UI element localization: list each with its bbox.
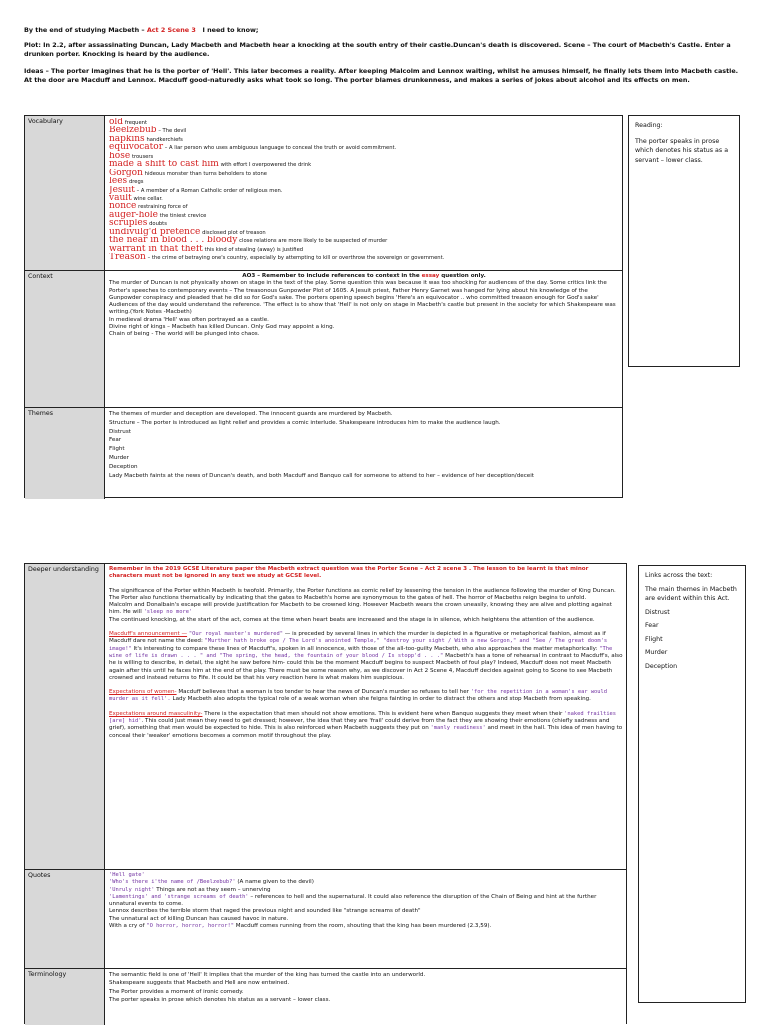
women-quote: 'for the repetition in a woman's ear would murder as it fell'. xyxy=(109,689,608,703)
macduff-quote: "The wine of life is drawn . . . " and "The spring, the head, the fountain of your blood / Is stopp'd . . ." xyxy=(109,645,613,659)
theme-item: Deception xyxy=(109,463,138,470)
table-1 xyxy=(24,115,623,498)
vocabulary-definition: the tiniest crevice xyxy=(159,212,207,219)
context-line: Chain of being - The world will be plunged into chaos. xyxy=(109,331,260,338)
vocabulary-word: napkins xyxy=(109,134,145,144)
reading-title: Reading: xyxy=(635,122,663,129)
vocabulary-word: old xyxy=(109,118,124,127)
context-para: The murder of Duncan is not physically shown on stage in the text of the play. Some question this was because it was too shocking for audiences of the day. Some critics link the Porter's speeches to contemporary events – The treasonous Gunpowder Plot of 1605. A Jesuit priest, Father Henry Garnet was hanged for lying about his knowledge of the Gunpowder conspiracy and pleaded that he did so for God's sake. The porters opening speech begins 'Here's an equivocator .. who committed treason enough for God's sake' Audiences of the day would understand the reference. 'The effect is to show that 'Hell' is not only on stage in Macbeth's castle but present in the society for which Shakespeare was writing.(York Notes -Macbeth) xyxy=(109,280,616,316)
women-text: Macduff believes that a woman is too tender to hear the news of Duncan's murder so refuses to tell her xyxy=(178,689,469,696)
macduff-heading: Macduff's announcement — xyxy=(109,631,188,638)
context-line: In medieval drama 'Hell' was often portrayed as a castle. xyxy=(109,316,269,323)
vocabulary-definition: – A member of a Roman Catholic order of religious men. xyxy=(136,187,283,194)
theme-item: Fear xyxy=(109,437,122,444)
context-heading xyxy=(109,273,619,280)
vocabulary-item xyxy=(109,219,619,227)
quote-line xyxy=(109,879,623,886)
terminology-line: Shakespeare suggests that Macbeth and Hell are now entwined. xyxy=(109,980,290,987)
quote-line xyxy=(109,894,623,909)
quote-note: With a cry of xyxy=(109,923,145,930)
macduff-text: Macbeth's has a tone of rehearsal in contrast to Macduff's, also he is willing to describe, in detail, the sight he saw before him- could this be the moment Macduff begins to suspect Macbeth of foul play? Indeed, Macduff does not meet Macbeth again after this until he faces him at the end of the play. There must be some reason why, as we discover in Act 2 Scene 4, Macduff decides against going to Scone to see Macbeth crowned and instead returns to Fife. It could be that his very reaction here is what makes him suspicious. xyxy=(109,652,623,681)
macduff-quote: "Our royal master's murdered" xyxy=(188,631,283,638)
deeper-understanding-content xyxy=(106,564,626,869)
macduff-text: — is preceded by several lines in which the murder is depicted in a figurative or metaphorical fashion, almost as if Macduff dare not name the deed: xyxy=(109,631,606,645)
vocabulary-word: nonce xyxy=(109,202,137,211)
theme-item: Murder xyxy=(109,454,129,461)
vocabulary-definition: – The devil xyxy=(158,128,187,135)
vocabulary-word: scruples xyxy=(109,219,148,228)
vocabulary-word: auger-hole xyxy=(109,210,159,220)
ideas-summary: Ideas – The porter imagines that he is the porter of 'Hell'. This later becomes a reality. After keeping Malcolm and Lennox waiting, whilst he amuses himself, he finally lets them into Macbeth castle. At the door are Macduff and Lennox. Macduff good-naturedly asks what took so long. The porter blames drunkenness, and makes a series of jokes about alcohol and its effects on men. xyxy=(24,67,739,84)
links-item: Distrust xyxy=(645,608,670,616)
vocabulary-definition: frequent xyxy=(124,120,147,126)
vocabulary-definition: with effort I overpowered the drink xyxy=(220,162,312,169)
quotes-content xyxy=(106,870,626,968)
context-label: Context xyxy=(25,271,105,407)
vocabulary-definition: dregs xyxy=(128,179,144,186)
deeper-intro: Remember in the 2019 GCSE Literature paper the Macbeth extract question was the Porter Scene – Act 2 scene 3 . The lesson to be learnt is that minor characters must not be ignored in any text we study at GCSE level. xyxy=(109,566,589,580)
vocabulary-definition: close relations are more likely to be suspected of murder xyxy=(239,238,388,245)
vocabulary-item xyxy=(109,245,619,253)
vocabulary-row xyxy=(25,116,622,270)
vocabulary-item xyxy=(109,126,619,134)
vocabulary-word: vault xyxy=(109,193,132,203)
terminology-label: Terminology xyxy=(25,969,105,1025)
vocabulary-item xyxy=(109,143,619,151)
terminology-line: The Porter provides a moment of ironic comedy. xyxy=(109,988,244,995)
deeper-quote: 'sleep no more' xyxy=(143,609,193,616)
themes-row xyxy=(25,407,622,499)
vocabulary-word: Beelzebub xyxy=(109,126,157,135)
vocabulary-definition: this kind of stealing (away) is justified xyxy=(204,246,304,253)
deeper-para-text: Malcolm and Donalbain's escape will provide justification for Macbeth to be crowned king. However Macbeth wears the crown uneasily, knowing they are alive and plotting against him. He will xyxy=(109,602,612,616)
themes-line: Structure – The porter is introduced as light relief and provides a comic interlude. Shakespeare introduces him to make the audience laugh. xyxy=(109,419,501,426)
vocabulary-item xyxy=(109,194,619,202)
quote-line: The unnatural act of killing Duncan has caused havoc in nature. xyxy=(109,915,289,922)
macduff-paragraph xyxy=(109,631,623,682)
context-heading-suffix: question only. xyxy=(441,273,486,279)
themes-line: Lady Macbeth faints at the news of Duncan's death, and both Macduff and Banquo call for someone to attend to her – evidence of her deception/deceit xyxy=(109,472,534,479)
context-line: Divine right of kings – Macbeth has killed Duncan. Only God may appoint a king. xyxy=(109,324,335,331)
masculinity-heading: Expectations around masculinity- xyxy=(109,710,203,717)
vocabulary-item xyxy=(109,236,619,244)
plot-summary: Plot: In 2.2, after assassinating Duncan, Lady Macbeth and Macbeth hear a knocking at the south entry of their castle.Duncan's death is discovered. Scene – The court of Macbeth's Castle. Enter a drunken porter. Knocking is heard by the audience. xyxy=(24,41,731,58)
vocabulary-word: lees xyxy=(109,177,128,186)
women-paragraph xyxy=(109,689,623,704)
reading-box xyxy=(628,115,740,367)
vocabulary-word: equivocator xyxy=(109,143,164,152)
quote-text: 'Who's there i'the name of /Beelzebub?' xyxy=(109,879,236,886)
quote-line xyxy=(109,887,623,894)
themes-line: The themes of murder and deception are developed. The innocent guards are murdered by Macbeth. xyxy=(109,411,393,417)
quote-line: 'Hell gate' xyxy=(109,872,145,878)
vocabulary-definition: – the crime of betraying one's country, especially by attempting to kill or overthrow the sovereign or government. xyxy=(147,255,445,261)
context-heading-essay: essay xyxy=(421,273,440,279)
links-item: Deception xyxy=(645,662,678,670)
vocabulary-word: the near in blood . . . bloody xyxy=(109,236,238,245)
reading-text: The porter speaks in prose which denotes his status as a servant – lower class. xyxy=(635,137,729,164)
masculinity-quote: 'manly readiness' xyxy=(430,725,486,732)
vocabulary-item xyxy=(109,186,619,194)
quotes-label: Quotes xyxy=(25,870,105,968)
vocabulary-word: hose xyxy=(109,151,131,161)
page-title xyxy=(24,26,744,35)
context-row xyxy=(25,270,622,407)
masculinity-text: and meet in the hall. This idea of men having to conceal their 'weaker' emotions becomes a common motif throughout the play. xyxy=(109,725,623,739)
vocabulary-item xyxy=(109,177,619,185)
vocabulary-definition: – A liar person who uses ambiguous language to conceal the truth or avoid commitment. xyxy=(164,145,397,152)
vocabulary-item xyxy=(109,135,619,143)
masculinity-text: . This could just mean they need to get dressed; however, the idea that they are 'frail' could derive from the fact they are showing their emotions (chiefly sadness and grief), something that men would be expected to hide. This is also reinforced when Macbeth suggests they put on xyxy=(109,718,610,732)
vocabulary-item xyxy=(109,118,619,126)
title-scene: Act 2 Scene 3 xyxy=(146,26,196,34)
context-heading-prefix: AO3 – Remember to include references to context in the xyxy=(242,273,420,279)
vocabulary-word: made a shift to cast him xyxy=(109,160,219,169)
quote-note: (A name given to the devil) xyxy=(237,879,314,886)
table-2 xyxy=(24,563,627,1024)
terminology-line: The semantic field is one of 'Hell' It implies that the murder of the king has turned the castle into an underworld. xyxy=(109,972,426,978)
vocabulary-definition: handkerchiefs xyxy=(146,136,183,143)
quote-line xyxy=(109,923,623,930)
macduff-quote: "Murther hath broke ope / The Lord's anointed Temple," "destroy your sight / With a new Gorgon," and "See / The great doom's image!" xyxy=(109,638,608,652)
vocabulary-word: Gorgon xyxy=(109,168,143,178)
vocabulary-item xyxy=(109,202,619,210)
deeper-para xyxy=(109,602,623,617)
vocabulary-label: Vocabulary xyxy=(25,116,105,270)
vocabulary-definition: disclosed plot of treason xyxy=(202,229,266,236)
deeper-para: The significance of the Porter within Macbeth is twofold. Primarily, the Porter functions as comic relief by lessening the tension in the audience following the murder of King Duncan. The Porter also functions thematically by indicating that the gates to Macbeth's home are synonymous to the gates of hell. The horror of Macbeths reign begins to unfold. xyxy=(109,587,616,601)
vocabulary-word: warrant in that theft xyxy=(109,244,203,253)
terminology-content xyxy=(106,969,626,1025)
quote-note: Things are not as they seem – unnerving xyxy=(156,886,271,893)
deeper-para: The continued knocking, at the start of the act, comes at the time when heart beats are increased and the stage is in silence, which heightens the attention of the audience. xyxy=(109,616,595,623)
quote-text: "O horror, horror, horror!" xyxy=(146,923,234,930)
title-suffix: I need to know; xyxy=(202,26,259,34)
context-content xyxy=(106,271,622,407)
links-item: Flight xyxy=(645,635,663,643)
theme-item: Flight xyxy=(109,446,125,453)
quote-note: Macduff comes running from the room, shouting that the king has been murdered (2.3,59). xyxy=(235,923,492,930)
themes-label: Themes xyxy=(25,408,105,499)
masculinity-quote: 'naked frailties [are] hid' xyxy=(109,710,617,725)
vocabulary-word: Treason xyxy=(109,253,146,262)
vocabulary-item xyxy=(109,169,619,177)
vocabulary-item xyxy=(109,160,619,168)
masculinity-paragraph xyxy=(109,711,623,740)
title-prefix: By the end of studying Macbeth – xyxy=(24,26,145,34)
terminology-line: The porter speaks in prose which denotes his status as a servant – lower class. xyxy=(109,997,331,1004)
vocabulary-item xyxy=(109,253,619,261)
deeper-understanding-row xyxy=(25,564,626,869)
vocabulary-word: Jesuit xyxy=(109,185,135,194)
vocabulary-item xyxy=(109,152,619,160)
vocabulary-item xyxy=(109,211,619,219)
quote-text: 'Unruly night' xyxy=(109,886,155,893)
links-item: Fear xyxy=(645,622,659,629)
vocabulary-definition: hideous monster than turns beholders to stone xyxy=(144,170,267,177)
theme-item: Distrust xyxy=(109,428,131,435)
quote-text: 'Lamentings' and 'strange screams of death' xyxy=(109,893,249,900)
vocabulary-definition: wine cellar. xyxy=(133,195,163,202)
links-title: Links across the text: xyxy=(645,572,713,579)
women-heading: Expectations of women- xyxy=(109,689,177,696)
themes-content xyxy=(106,408,622,499)
masculinity-text: There is the expectation that men should not show emotions. This is evident here when Banquo suggests they meet when their xyxy=(204,710,563,717)
vocabulary-list xyxy=(106,116,622,270)
quote-line: Lennox describes the terrible storm that raged the previous night and sounded like "strange screams of death" xyxy=(109,908,421,915)
links-intro: The main themes in Macbeth are evident within this Act. xyxy=(645,585,737,602)
deeper-understanding-label: Deeper understanding xyxy=(25,564,105,869)
links-box xyxy=(638,565,746,1003)
vocabulary-definition: trousers xyxy=(131,153,154,160)
women-text: Lady Macbeth also adopts the typical role of a weak woman when she feigns fainting in order to distract the others and stop Macbeth from speaking. xyxy=(172,696,591,703)
vocabulary-word: undivulg'd pretence xyxy=(109,227,201,237)
vocabulary-definition: doubts xyxy=(149,221,167,228)
vocabulary-item xyxy=(109,228,619,236)
quote-note: – references to hell and the supernatural. It could also reference the disruption of the Chain of Being and hint at the further unnatural events to come. xyxy=(109,893,597,908)
links-item: Murder xyxy=(645,649,668,656)
quotes-row xyxy=(25,869,626,968)
macduff-text: It's interesting to compare these lines of Macduff's, spoken in all innocence, with those of the all-too-guilty Macbeth, who also approaches the matter metaphorically: xyxy=(133,645,598,652)
terminology-row xyxy=(25,968,626,1025)
vocabulary-definition: restraining force of xyxy=(138,204,188,211)
